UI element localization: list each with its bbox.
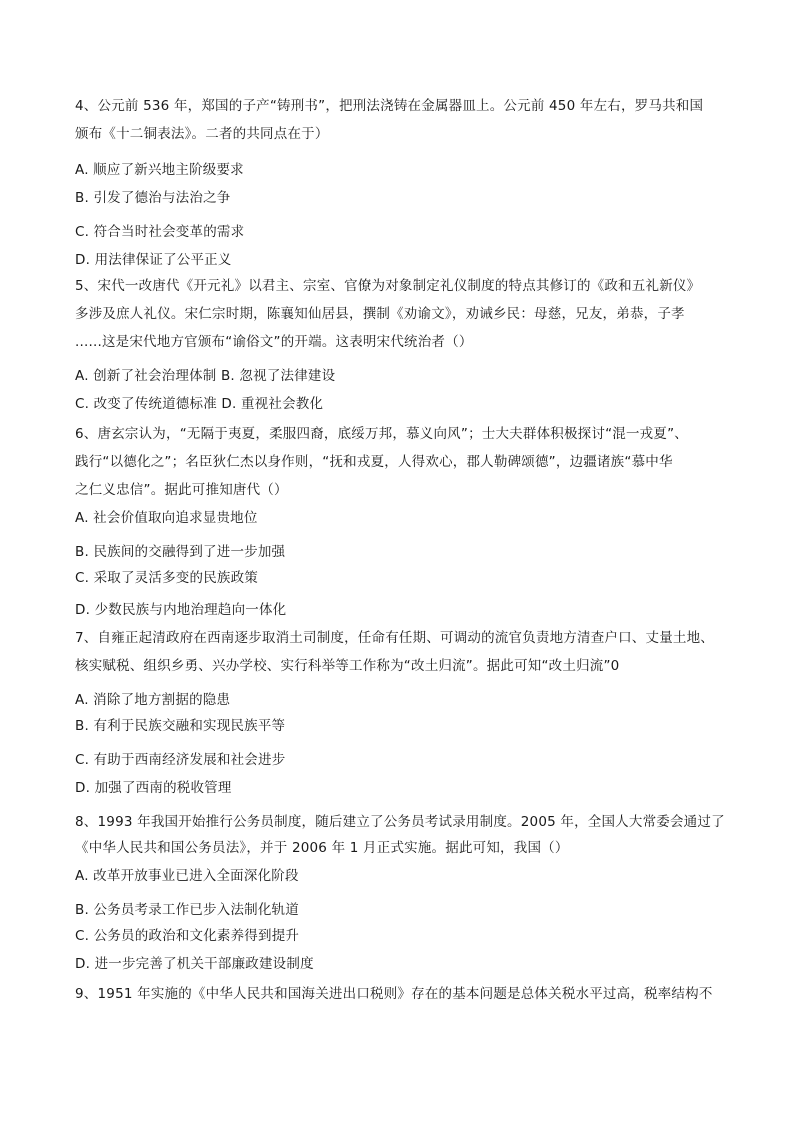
question-7-option-d: D. 加强了西南的税收管理 — [75, 780, 232, 796]
question-6-stem-line-1: 6、唐玄宗认为，“无隔于夷夏，柔服四裔，底绥万邦，慕义向风”；士大夫群体积极探讨“混一戎夏”、 — [75, 426, 688, 442]
question-6-option-d: D. 少数民族与内地治理趋向一体化 — [75, 602, 287, 618]
question-6-option-c: C. 采取了灵活多变的民族政策 — [75, 570, 259, 586]
question-5-option-cd: C. 改变了传统道德标准 D. 重视社会教化 — [75, 396, 324, 412]
question-4-stem-line-1: 4、公元前 536 年，郑国的子产“铸刑书”，把刑法浇铸在金属器皿上。公元前 450 年左右，罗马共和国 — [75, 98, 704, 114]
question-6-option-b: B. 民族间的交融得到了进一步加强 — [75, 544, 286, 560]
question-4-option-d: D. 用法律保证了公平正义 — [75, 252, 232, 268]
question-5-stem-line-2: 多涉及庶人礼仪。宋仁宗时期，陈襄知仙居县，撰制《劝谕文》，劝诫乡民：母慈，兄友，弟恭，子孝 — [75, 306, 685, 322]
question-5-option-ab: A. 创新了社会治理体制 B. 忽视了法律建设 — [75, 368, 336, 384]
question-6-stem-line-2: 践行“以德化之”；名臣狄仁杰以身作则，“抚和戎夏，人得欢心，郡人勒碑颂德”，边疆诸族“慕中华 — [75, 454, 673, 470]
question-9-stem-line-1: 9、1951 年实施的《中华人民共和国海关进出口税则》存在的基本问题是总体关税水平过高，税率结构不 — [75, 986, 713, 1002]
question-4-stem-line-2: 颁布《十二铜表法》。二者的共同点在于） — [75, 126, 329, 142]
question-8-option-b: B. 公务员考录工作已步入法制化轨道 — [75, 902, 299, 918]
question-4-option-a: A. 顺应了新兴地主阶级要求 — [75, 162, 244, 178]
question-6-stem-line-3: 之仁义忠信”。据此可推知唐代（） — [75, 482, 288, 498]
question-8-option-a: A. 改革开放事业已进入全面深化阶段 — [75, 868, 299, 884]
question-5-stem-line-3: ......这是宋代地方官颁布“谕俗文”的开端。这表明宋代统治者（） — [75, 334, 473, 350]
question-5-stem-line-1: 5、宋代一改唐代《开元礼》以君主、宗室、官僚为对象制定礼仪制度的特点其修订的《政和五礼新仪》 — [75, 278, 701, 294]
question-6-option-a: A. 社会价值取向追求显贵地位 — [75, 510, 258, 526]
question-4-option-c: C. 符合当时社会变革的需求 — [75, 224, 245, 240]
question-8-option-d: D. 进一步完善了机关干部廉政建设制度 — [75, 956, 314, 972]
question-7-option-b: B. 有利于民族交融和实现民族平等 — [75, 718, 286, 734]
question-7-option-c: C. 有助于西南经济发展和社会进步 — [75, 752, 286, 768]
question-8-option-c: C. 公务员的政治和文化素养得到提升 — [75, 928, 300, 944]
question-8-stem-line-2: 《中华人民共和国公务员法》，并于 2006 年 1 月正式实施。据此可知，我国（） — [75, 840, 569, 856]
question-7-option-a: A. 消除了地方割据的隐患 — [75, 692, 231, 708]
question-7-stem-line-2: 核实赋税、组织乡勇、兴办学校、实行科举等工作称为“改土归流”。据此可知“改土归流”0 — [75, 658, 620, 674]
question-7-stem-line-1: 7、自雍正起清政府在西南逐步取消土司制度，任命有任期、可调动的流官负责地方清查户口、丈量土地、 — [75, 630, 714, 646]
question-4-option-b: B. 引发了德治与法治之争 — [75, 190, 231, 206]
question-8-stem-line-1: 8、1993 年我国开始推行公务员制度，随后建立了公务员考试录用制度。2005 年，全国人大常委会通过了 — [75, 814, 725, 830]
